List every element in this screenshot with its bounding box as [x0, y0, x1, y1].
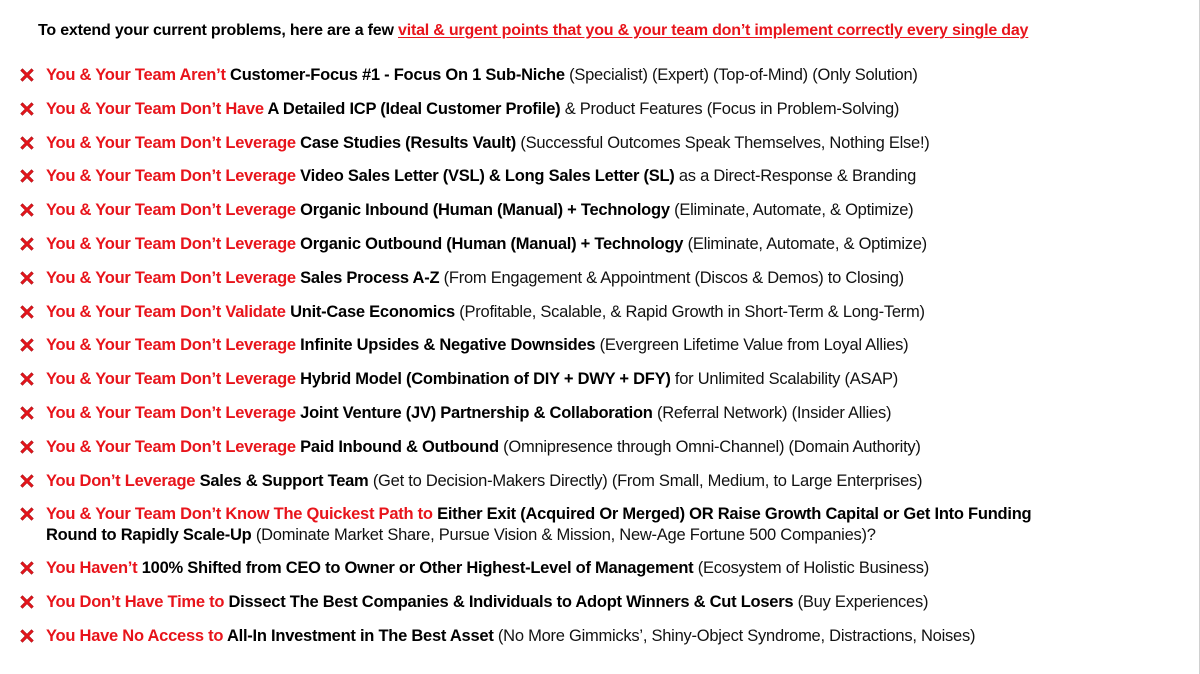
item-plain-text: (Get to Decision-Makers Directly) (From Small, Medium, to Large Enterprises) [372, 471, 923, 490]
cross-mark-icon [18, 559, 36, 577]
item-plain-text: & Product Features (Focus in Problem-Solving) [564, 99, 900, 118]
item-red-text: You & Your Team Aren’t [46, 66, 231, 84]
cross-mark-icon [18, 336, 36, 354]
cross-mark-icon [18, 593, 36, 611]
item-plain-text: (Specialist) (Expert) (Top-of-Mind) (Only Solution) [569, 66, 918, 84]
list-item [18, 131, 1193, 165]
item-red-text: You & Your Team Don’t Leverage [46, 133, 301, 152]
item-red-text: You & Your Team Don’t Leverage [46, 234, 301, 253]
item-red-text: You & Your Team Don’t Validate [46, 302, 291, 321]
item-red-text: You & Your Team Don’t Leverage [46, 336, 301, 355]
item-bold-text: Either Exit (Acquired Or Merged) OR Raise Growth Capital or Get Into Funding Round to Rapidly Scale-Up [46, 505, 1032, 545]
item-red-text: You & Your Team Don’t Leverage [46, 403, 301, 422]
cross-mark-icon [18, 505, 36, 523]
item-plain-text: (Omnipresence through Omni-Channel) (Domain Authority) [503, 437, 921, 456]
cross-mark-icon [18, 201, 36, 219]
list-item [18, 164, 1193, 198]
item-bold-text: A Detailed ICP (Ideal Customer Profile) [267, 99, 565, 118]
cross-mark-icon [18, 370, 36, 388]
item-bold-text: Sales & Support Team [199, 471, 373, 490]
cross-mark-icon [18, 269, 36, 287]
item-bold-text: Joint Venture (JV) Partnership & Collaboration [300, 403, 657, 422]
cross-mark-icon [18, 66, 36, 84]
list-item [18, 300, 1193, 334]
heading-highlight: vital & urgent points that you & your team don’t implement correctly every single day [398, 22, 1029, 39]
item-red-text: You Haven’t [46, 559, 142, 578]
item-plain-text: (No More Gimmicks’, Shiny-Object Syndrome, Distractions, Noises) [497, 626, 976, 645]
cross-mark-icon [18, 627, 36, 645]
list-item [18, 266, 1193, 300]
item-red-text: You & Your Team Don’t Leverage [46, 268, 301, 287]
cross-mark-icon [18, 167, 36, 185]
cross-mark-icon [18, 303, 36, 321]
cross-mark-icon [18, 134, 36, 152]
item-plain-text: (Profitable, Scalable, & Rapid Growth in Short-Term & Long-Term) [459, 302, 925, 321]
item-bold-text: Infinite Upsides & Negative Downsides [300, 336, 600, 355]
item-plain-text: (Eliminate, Automate, & Optimize) [687, 234, 927, 253]
list-item [18, 367, 1193, 401]
list-item [18, 624, 1193, 658]
item-plain-text: (Buy Experiences) [797, 593, 929, 612]
list-item [18, 502, 1193, 556]
list-item [18, 232, 1193, 266]
list-item [18, 198, 1193, 232]
item-bold-text: All-In Investment in The Best Asset [226, 626, 498, 645]
cross-mark-icon [18, 438, 36, 456]
item-red-text: You & Your Team Don’t Have [46, 99, 268, 118]
item-plain-text: (Successful Outcomes Speak Themselves, Nothing Else!) [520, 133, 930, 152]
list-item [18, 401, 1193, 435]
list-item [18, 435, 1193, 469]
item-red-text: You Don’t Leverage [46, 471, 200, 490]
item-plain-text: (Dominate Market Share, Pursue Vision & Mission, New-Age Fortune 500 Companies)? [255, 526, 876, 545]
item-red-text: You Don’t Have Time to [46, 593, 229, 612]
item-bold-text: Organic Inbound (Human (Manual) + Technology [300, 201, 675, 220]
item-bold-text: Hybrid Model (Combination of DIY + DWY + DFY) [300, 370, 675, 389]
problem-list [18, 63, 1193, 658]
item-bold-text: Case Studies (Results Vault) [300, 133, 521, 152]
item-red-text: You & Your Team Don’t Leverage [46, 437, 301, 456]
item-red-text: You & Your Team Don’t Know The Quickest Path to [46, 505, 438, 524]
cross-mark-icon [18, 235, 36, 253]
list-item [18, 333, 1193, 367]
item-red-text: You Have No Access to [46, 626, 227, 645]
item-plain-text: (Eliminate, Automate, & Optimize) [674, 201, 914, 220]
cross-mark-icon [18, 404, 36, 422]
list-item [18, 97, 1193, 131]
list-item [18, 63, 1193, 97]
list-item [18, 590, 1193, 624]
item-bold-text: Video Sales Letter (VSL) & Long Sales Letter (SL) [300, 167, 679, 186]
item-red-text: You & Your Team Don’t Leverage [46, 370, 301, 389]
cross-mark-icon [18, 472, 36, 490]
heading-prefix: To extend your current problems, here are a few [38, 22, 398, 39]
item-bold-text: 100% Shifted from CEO to Owner or Other Highest-Level of Management [141, 559, 698, 578]
item-plain-text: (Evergreen Lifetime Value from Loyal Allies) [599, 336, 909, 355]
item-plain-text: (Referral Network) (Insider Allies) [656, 403, 892, 422]
item-bold-text: Dissect The Best Companies & Individuals to Adopt Winners & Cut Losers [228, 593, 798, 612]
item-plain-text: (From Engagement & Appointment (Discos & Demos) to Closing) [443, 268, 904, 287]
list-item [18, 469, 1193, 503]
item-plain-text: for Unlimited Scalability (ASAP) [674, 370, 898, 389]
item-bold-text: Sales Process A-Z [300, 268, 444, 287]
cross-mark-icon [18, 100, 36, 118]
item-bold-text: Organic Outbound (Human (Manual) + Technology [300, 234, 688, 253]
item-bold-text: Paid Inbound & Outbound [300, 437, 504, 456]
item-bold-text: Customer-Focus #1 - Focus On 1 Sub-Niche [230, 66, 570, 84]
item-plain-text: (Ecosystem of Holistic Business) [697, 559, 930, 578]
item-bold-text: Unit-Case Economics [290, 302, 460, 321]
item-red-text: You & Your Team Don’t Leverage [46, 167, 301, 186]
item-plain-text: as a Direct-Response & Branding [678, 167, 916, 186]
heading [38, 22, 1188, 40]
item-red-text: You & Your Team Don’t Leverage [46, 201, 301, 220]
list-item [18, 556, 1193, 590]
